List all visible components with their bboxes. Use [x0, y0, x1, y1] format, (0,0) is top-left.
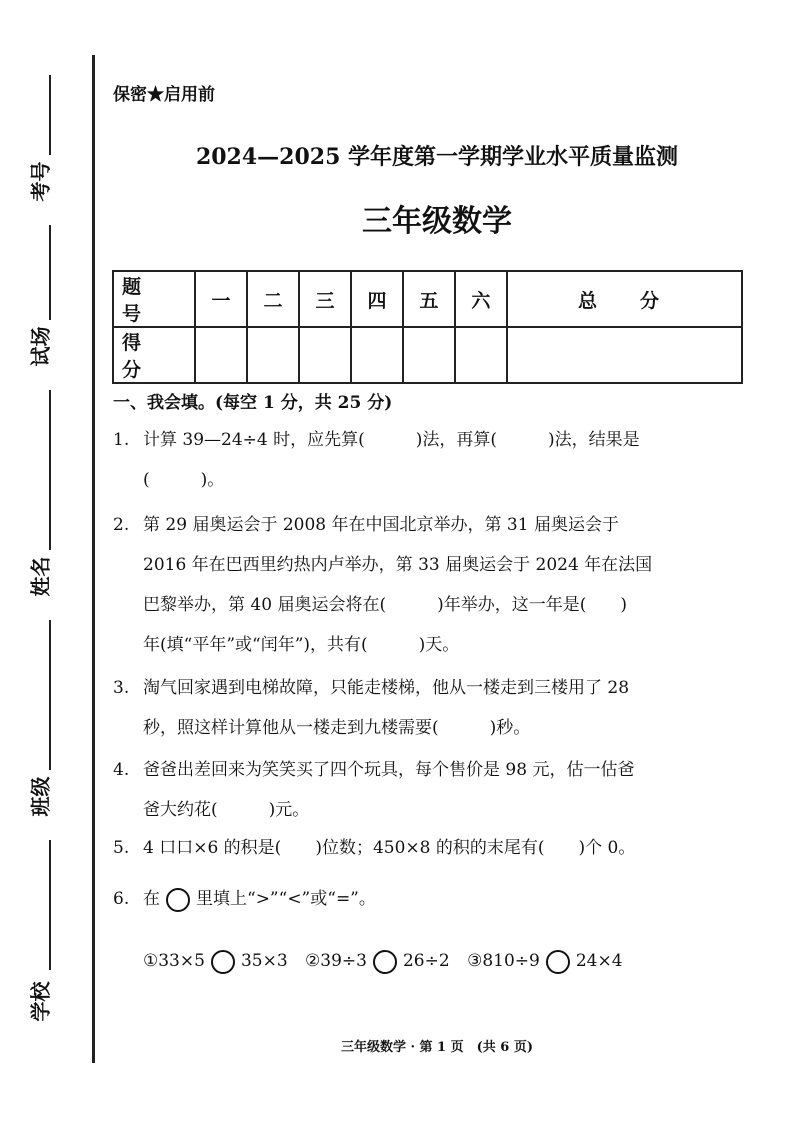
question-6: [113, 879, 743, 919]
comparison-item-1: [143, 951, 293, 971]
comparison-left: ①33×5: [143, 951, 205, 971]
question-text: 在: [143, 889, 160, 909]
class-label: 班级: [28, 776, 53, 817]
score-blank[interactable]: [247, 327, 299, 383]
question-number: 2.: [113, 515, 130, 535]
question-text: ( )。: [143, 470, 225, 490]
score-blank[interactable]: [195, 327, 247, 383]
comparison-circle-icon[interactable]: [373, 950, 397, 974]
question-text: 淘气回家遇到电梯故障，只能走楼梯，他从一楼走到三楼用了 28: [143, 678, 630, 698]
page-footer: 三年级数学 · 第 1 页 (共 6 页): [340, 1040, 534, 1055]
comparison-left: ②39÷3: [305, 951, 367, 971]
score-table-header-row: [113, 271, 742, 327]
score-table: [112, 270, 743, 384]
comparison-item-2: [305, 951, 455, 971]
confidential-mark: 保密★启用前: [113, 85, 215, 105]
question-text: 爸爸出差回来为笑笑买了四个玩具，每个售价是 98 元，估一估爸: [143, 760, 635, 780]
question-2: [113, 505, 743, 665]
score-table-cell: 四: [351, 271, 403, 327]
exam-number-label: 考号: [28, 161, 53, 202]
question-number: 4.: [113, 760, 130, 780]
score-table-cell: 五: [403, 271, 455, 327]
binding-divider: [92, 55, 95, 1063]
score-table-cell: 三: [299, 271, 351, 327]
comparison-left: ③810÷9: [467, 951, 540, 971]
question-text: 年(填“平年”或“闰年”)，共有( )天。: [143, 635, 460, 655]
score-blank[interactable]: [455, 327, 507, 383]
comparison-right: 24×4: [575, 951, 623, 971]
question-number: 1.: [113, 430, 130, 450]
score-table-cell: 二: [247, 271, 299, 327]
score-table-cell: 题 号: [113, 271, 195, 327]
binding-strip: [0, 0, 92, 1123]
exam-room-label: 试场: [28, 326, 53, 367]
score-table-cell: 得 分: [113, 327, 195, 383]
binding-rule: [49, 225, 51, 320]
score-table-cell: 总 分: [507, 271, 742, 327]
name-label: 姓名: [28, 556, 53, 597]
binding-rule: [49, 840, 51, 970]
score-blank[interactable]: [507, 327, 742, 383]
circle-icon: [166, 888, 190, 912]
binding-rule: [49, 620, 51, 770]
score-blank[interactable]: [299, 327, 351, 383]
score-blank[interactable]: [351, 327, 403, 383]
binding-rule: [49, 390, 51, 550]
question-text: 秒，照这样计算他从一楼走到九楼需要( )秒。: [143, 718, 531, 738]
school-label: 学校: [28, 981, 53, 1022]
question-number: 6.: [113, 889, 130, 909]
question-text: 2016 年在巴西里约热内卢举办，第 33 届奥运会于 2024 年在法国: [143, 555, 653, 575]
question-number: 3.: [113, 678, 130, 698]
question-text: 第 29 届奥运会于 2008 年在中国北京举办，第 31 届奥运会于: [143, 515, 619, 535]
score-table-score-row: [113, 327, 742, 383]
question-text: 里填上“>”“<”或“=”。: [196, 889, 376, 909]
exam-subject: 三年级数学: [362, 204, 512, 239]
binding-rule: [49, 75, 51, 155]
question-1: [113, 420, 743, 500]
question-text: 计算 39—24÷4 时，应先算( )法，再算( )法，结果是: [143, 430, 640, 450]
comparison-item-3: [467, 951, 622, 971]
score-table-cell: 一: [195, 271, 247, 327]
comparison-circle-icon[interactable]: [211, 950, 235, 974]
comparison-right: 35×3: [240, 951, 288, 971]
score-table-cell: 六: [455, 271, 507, 327]
question-text: 4 口口×6 的积是( )位数；450×8 的积的末尾有( )个 0。: [143, 838, 636, 858]
question-3: [113, 668, 743, 748]
question-4: [113, 750, 743, 830]
comparison-right: 26÷2: [402, 951, 450, 971]
comparison-row: [143, 943, 635, 979]
question-number: 5.: [113, 838, 130, 858]
score-blank[interactable]: [403, 327, 455, 383]
comparison-circle-icon[interactable]: [546, 950, 570, 974]
section-heading: 一、我会填。(每空 1 分，共 25 分): [113, 393, 393, 413]
exam-title: 2024—2025 学年度第一学期学业水平质量监测: [195, 144, 679, 170]
question-5: [113, 828, 743, 868]
question-text: 巴黎举办，第 40 届奥运会将在( )年举办，这一年是( ): [143, 595, 627, 615]
question-text: 爸大约花( )元。: [143, 800, 310, 820]
